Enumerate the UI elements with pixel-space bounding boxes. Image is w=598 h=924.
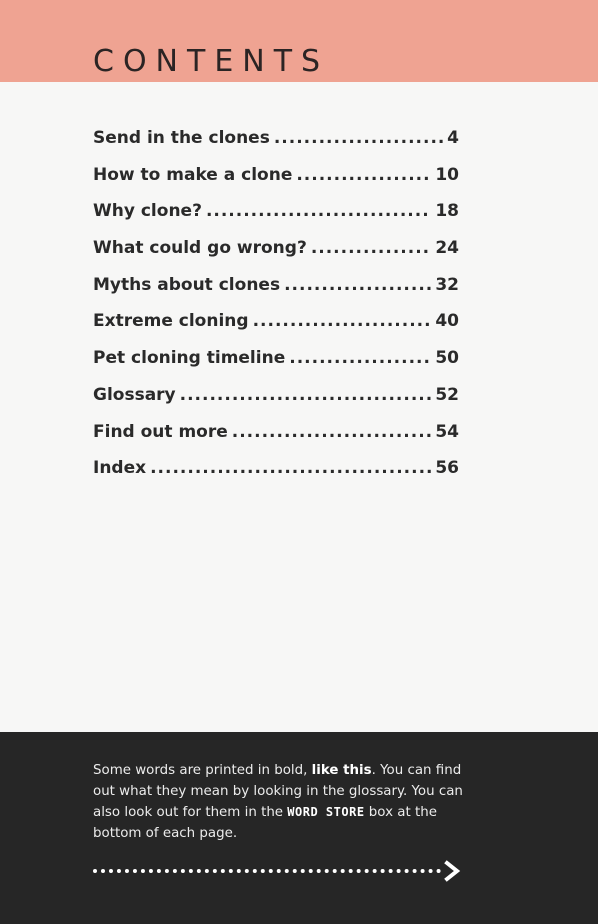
toc-entry-page: 4 [447,128,459,148]
toc-entry-title: Index [93,458,147,479]
dot-leader [311,238,432,258]
toc-entry[interactable] [93,385,459,422]
toc-entry-page: 24 [435,238,459,259]
dot-leader [289,348,431,368]
toc-entry[interactable] [93,348,459,385]
dotted-line [93,869,441,873]
dot-leader [296,165,431,185]
toc-entry[interactable] [93,458,459,495]
toc-entry-title: Pet cloning timeline [93,348,286,369]
toc-entry-page: 50 [435,348,459,369]
toc-entry[interactable] [93,201,459,238]
toc-entry-title: What could go wrong? [93,238,307,259]
toc-entry-page: 40 [435,311,459,332]
note-text-part: . You can find out what they mean by looking in the glossary. You can also look out for them in the [93,763,463,820]
toc-entry-title: Glossary [93,384,176,405]
toc-entry[interactable] [93,165,459,202]
toc-entry-title: Send in the clones [93,128,270,148]
next-page-arrow [93,860,461,882]
toc-entry-page: 18 [435,201,459,222]
glossary-note-text [93,760,483,844]
note-text-part: Some words are printed in bold, [93,763,312,778]
dot-leader [284,275,431,295]
table-of-contents [93,128,459,495]
toc-entry[interactable] [93,422,459,459]
bold-example: like this [311,763,372,778]
note-text-part: box at the bottom of each page. [93,805,437,841]
toc-entry-title: Extreme cloning [93,311,249,332]
dot-leader [180,385,432,405]
toc-entry-page: 10 [435,164,459,185]
toc-entry-page: 54 [435,421,459,442]
glossary-note-panel [0,732,598,924]
chevron-right-icon [443,860,461,882]
word-store-label: WORD STORE [287,805,365,819]
toc-entry-page: 52 [435,384,459,405]
toc-entry-page: 56 [435,458,459,479]
header-banner [0,0,598,82]
toc-entry-title: Myths about clones [93,274,281,295]
toc-entry[interactable] [93,238,459,275]
dot-leader [253,311,432,331]
toc-entry[interactable] [93,128,459,165]
dot-leader [274,128,443,148]
page-title: CONTENTS [93,44,330,79]
dot-leader [150,458,431,478]
toc-entry[interactable] [93,275,459,312]
toc-entry-title: How to make a clone [93,164,293,185]
dot-leader [232,422,432,442]
toc-entry[interactable] [93,311,459,348]
toc-entry-title: Find out more [93,421,228,442]
dot-leader [206,201,431,221]
toc-entry-page: 32 [435,274,459,295]
toc-entry-title: Why clone? [93,201,202,222]
